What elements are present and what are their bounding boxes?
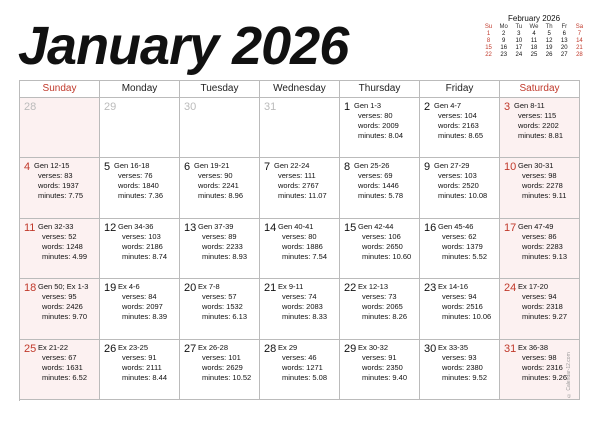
reading-reference: Gen 30-31 <box>518 161 554 171</box>
reading-reference: Ex 9-11 <box>278 282 304 292</box>
day-number: 6 <box>184 161 191 174</box>
mini-weekday: Fr <box>561 24 568 30</box>
day-number: 8 <box>344 161 351 174</box>
month-calendar <box>19 80 580 401</box>
reading-minutes: minutes: 8.96 <box>198 191 244 201</box>
mini-day: 28 <box>576 52 583 58</box>
reading-minutes: minutes: 8.26 <box>362 312 408 322</box>
mini-day: 18 <box>530 45 538 51</box>
reading-reference: Ex 33-35 <box>438 342 469 352</box>
day-number: 28 <box>24 101 37 113</box>
page-title: January 2026 <box>18 16 349 76</box>
reading-reference: Gen 25-26 <box>354 161 390 171</box>
reading-minutes: minutes: 7.75 <box>38 191 84 201</box>
reading-minutes: minutes: 7.54 <box>282 251 328 261</box>
mini-day: 22 <box>485 52 492 58</box>
weekday-monday: Monday <box>100 81 180 98</box>
mini-day: 5 <box>547 31 551 37</box>
mini-calendar-february <box>481 14 587 59</box>
mini-day: 1 <box>486 31 491 37</box>
day-cell[interactable] <box>260 340 340 400</box>
reading-reference: Gen 32-33 <box>38 221 74 231</box>
mini-weekday: Th <box>545 24 553 30</box>
mini-weekday: Sa <box>575 24 584 30</box>
reading-reference: Gen 16-18 <box>114 161 150 171</box>
word-count: words: 2097 <box>122 302 163 312</box>
day-cell[interactable] <box>500 219 580 279</box>
weekday-tuesday: Tuesday <box>180 81 260 98</box>
reading-reference: Ex 23-25 <box>118 342 149 352</box>
day-cell[interactable] <box>20 158 100 218</box>
reading-minutes: minutes: 5.78 <box>358 191 404 201</box>
reading-reference: Gen 8-11 <box>514 101 545 110</box>
word-count: words: 2350 <box>362 362 403 372</box>
reading-minutes: minutes: 5.52 <box>442 251 488 261</box>
reading-reference: Ex 12-13 <box>358 282 389 292</box>
day-cell[interactable] <box>340 219 420 279</box>
verse-count: verses: 106 <box>362 231 401 241</box>
day-cell[interactable] <box>260 279 340 339</box>
word-count: words: 2318 <box>522 302 563 312</box>
day-number: 27 <box>184 342 197 355</box>
day-number: 31 <box>264 101 277 113</box>
verse-count: verses: 80 <box>282 231 317 241</box>
reading-minutes: minutes: 8.74 <box>122 251 168 261</box>
verse-count: verses: 89 <box>202 231 237 241</box>
mini-day: 12 <box>545 38 553 44</box>
word-count: words: 2426 <box>42 302 83 312</box>
reading-minutes: minutes: 11.07 <box>278 191 327 201</box>
day-cell[interactable] <box>100 219 180 279</box>
day-number: 29 <box>104 101 117 113</box>
reading-reference: Ex 7-8 <box>198 282 220 292</box>
day-cell[interactable] <box>420 219 500 279</box>
day-number: 14 <box>264 221 277 234</box>
word-count: words: 2163 <box>438 121 479 130</box>
day-number: 28 <box>264 342 277 355</box>
day-cell[interactable] <box>260 219 340 279</box>
word-count: words: 2241 <box>198 181 239 191</box>
verse-count: verses: 115 <box>518 111 557 120</box>
day-number: 5 <box>104 161 111 174</box>
day-number: 15 <box>344 221 357 234</box>
day-number: 2 <box>424 101 431 113</box>
verse-count: verses: 84 <box>122 292 157 302</box>
reading-minutes: minutes: 9.52 <box>442 372 488 382</box>
verse-count: verses: 83 <box>38 171 73 181</box>
verse-count: verses: 103 <box>438 171 477 181</box>
mini-day: 14 <box>576 38 583 44</box>
mini-day: 15 <box>485 45 492 51</box>
day-number: 11 <box>24 221 36 234</box>
day-cell[interactable] <box>420 98 500 158</box>
reading-reference: Ex 36-38 <box>518 342 549 352</box>
verse-count: verses: 111 <box>278 171 316 181</box>
day-number: 4 <box>24 161 31 174</box>
word-count: words: 2233 <box>202 241 243 251</box>
mini-day: 16 <box>500 45 508 51</box>
verse-count: verses: 76 <box>118 171 153 181</box>
day-cell[interactable] <box>260 98 340 158</box>
reading-minutes: minutes: 8.93 <box>202 251 248 261</box>
reading-minutes: minutes: 10.08 <box>438 191 488 201</box>
day-cell[interactable] <box>340 158 420 218</box>
mini-day: 9 <box>502 38 506 44</box>
watermark: © Calendar-12.com <box>566 352 572 398</box>
day-number: 18 <box>24 282 37 295</box>
reading-reference: Gen 1-3 <box>354 101 382 110</box>
word-count: words: 2629 <box>202 362 243 372</box>
verse-count: verses: 91 <box>362 352 397 362</box>
reading-reference: Gen 50; Ex 1-3 <box>38 282 89 292</box>
mini-day: 25 <box>530 52 538 58</box>
mini-day: 27 <box>560 52 568 58</box>
reading-minutes: minutes: 8.33 <box>282 312 328 322</box>
reading-minutes: minutes: 10.06 <box>442 312 492 322</box>
reading-minutes: minutes: 9.26 <box>522 372 568 382</box>
day-grid <box>20 98 580 400</box>
day-number: 31 <box>504 342 517 355</box>
day-cell[interactable] <box>420 279 500 339</box>
mini-day: 3 <box>517 31 521 37</box>
day-number: 23 <box>424 282 437 295</box>
day-cell[interactable] <box>340 340 420 400</box>
day-number: 17 <box>504 221 517 234</box>
verse-count: verses: 86 <box>522 231 557 241</box>
day-number: 13 <box>184 221 197 234</box>
day-number: 22 <box>344 282 357 295</box>
verse-count: verses: 52 <box>42 231 77 241</box>
day-cell[interactable] <box>20 219 100 279</box>
mini-day: 23 <box>500 52 508 58</box>
word-count: words: 2202 <box>518 121 559 130</box>
day-number: 24 <box>504 282 517 295</box>
reading-reference: Gen 45-46 <box>438 221 474 231</box>
reading-minutes: minutes: 9.40 <box>362 372 408 382</box>
mini-calendar-grid <box>481 24 587 59</box>
reading-reference: Gen 12-15 <box>34 161 70 171</box>
mini-weekday: We <box>529 24 539 30</box>
day-cell[interactable] <box>100 340 180 400</box>
mini-day: 21 <box>576 45 583 51</box>
reading-minutes: minutes: 8.65 <box>438 131 484 140</box>
day-number: 3 <box>504 101 511 113</box>
mini-day: 10 <box>515 38 523 44</box>
weekday-saturday: Saturday <box>500 81 580 98</box>
mini-calendar-title: February 2026 <box>507 14 561 23</box>
day-cell[interactable] <box>500 158 580 218</box>
day-number: 12 <box>104 221 117 234</box>
mini-weekday: Tu <box>515 24 523 30</box>
word-count: words: 2767 <box>278 181 319 191</box>
word-count: words: 1886 <box>282 241 323 251</box>
word-count: words: 1631 <box>42 362 83 372</box>
reading-reference: Gen 27-29 <box>434 161 470 171</box>
day-cell[interactable] <box>260 158 340 218</box>
reading-reference: Gen 34-36 <box>118 221 154 231</box>
word-count: words: 1271 <box>282 362 323 372</box>
day-number: 30 <box>184 101 197 113</box>
reading-minutes: minutes: 9.13 <box>522 251 568 261</box>
day-cell[interactable] <box>20 279 100 339</box>
verse-count: verses: 98 <box>522 352 557 362</box>
verse-count: verses: 57 <box>202 292 237 302</box>
word-count: words: 2650 <box>362 241 403 251</box>
word-count: words: 1446 <box>358 181 399 191</box>
day-cell[interactable] <box>180 340 260 400</box>
word-count: words: 1532 <box>202 302 243 312</box>
mini-day: 19 <box>545 45 553 51</box>
day-cell[interactable] <box>420 340 500 400</box>
word-count: words: 2186 <box>122 241 163 251</box>
day-number: 7 <box>264 161 271 174</box>
word-count: words: 2316 <box>522 362 563 372</box>
day-cell[interactable] <box>420 158 500 218</box>
reading-reference: Gen 42-44 <box>358 221 394 231</box>
reading-minutes: minutes: 4.99 <box>42 251 88 261</box>
verse-count: verses: 73 <box>362 292 397 302</box>
reading-reference: Gen 47-49 <box>518 221 554 231</box>
day-cell[interactable] <box>340 279 420 339</box>
word-count: words: 1248 <box>42 241 83 251</box>
word-count: words: 2283 <box>522 241 563 251</box>
weekday-thursday: Thursday <box>340 81 420 98</box>
mini-day: 20 <box>560 45 568 51</box>
weekday-sunday: Sunday <box>20 81 100 98</box>
mini-day: 11 <box>530 38 538 44</box>
verse-count: verses: 98 <box>522 171 557 181</box>
day-number: 1 <box>344 101 351 113</box>
reading-reference: Gen 22-24 <box>274 161 310 171</box>
word-count: words: 2278 <box>522 181 563 191</box>
verse-count: verses: 95 <box>42 292 77 302</box>
verse-count: verses: 103 <box>122 231 161 241</box>
word-count: words: 1379 <box>442 241 483 251</box>
day-number: 10 <box>504 161 517 174</box>
reading-minutes: minutes: 8.81 <box>518 131 564 140</box>
reading-reference: Gen 4-7 <box>434 101 462 110</box>
day-cell[interactable] <box>180 279 260 339</box>
word-count: words: 1937 <box>38 181 79 191</box>
day-cell[interactable] <box>20 98 100 158</box>
day-number: 21 <box>264 282 277 295</box>
weekday-header <box>20 81 580 98</box>
mini-day: 6 <box>562 31 566 37</box>
day-number: 19 <box>104 282 117 295</box>
mini-weekday: Su <box>484 24 493 30</box>
mini-day: 13 <box>560 38 568 44</box>
reading-minutes: minutes: 8.44 <box>122 372 168 382</box>
reading-reference: Gen 37-39 <box>198 221 234 231</box>
mini-day: 2 <box>502 31 506 37</box>
reading-reference: Ex 30-32 <box>358 342 389 352</box>
mini-day: 17 <box>515 45 523 51</box>
day-number: 9 <box>424 161 431 174</box>
reading-minutes: minutes: 10.52 <box>202 372 252 382</box>
day-cell[interactable] <box>180 98 260 158</box>
reading-reference: Gen 40-41 <box>278 221 314 231</box>
day-cell[interactable] <box>100 98 180 158</box>
mini-day: 8 <box>486 38 491 44</box>
reading-reference: Ex 21-22 <box>38 342 69 352</box>
mini-day: 24 <box>515 52 523 58</box>
mini-day: 26 <box>545 52 553 58</box>
day-cell[interactable] <box>500 279 580 339</box>
day-cell[interactable] <box>340 98 420 158</box>
word-count: words: 2520 <box>438 181 479 191</box>
reading-reference: Gen 19-21 <box>194 161 230 171</box>
reading-reference: Ex 29 <box>278 342 298 352</box>
weekday-wednesday: Wednesday <box>260 81 340 98</box>
verse-count: verses: 80 <box>358 111 393 120</box>
verse-count: verses: 91 <box>122 352 157 362</box>
mini-weekday: Mo <box>499 24 508 30</box>
day-cell[interactable] <box>180 219 260 279</box>
reading-minutes: minutes: 8.39 <box>122 312 168 322</box>
reading-minutes: minutes: 7.36 <box>118 191 164 201</box>
word-count: words: 2516 <box>442 302 483 312</box>
reading-minutes: minutes: 8.04 <box>358 131 404 140</box>
verse-count: verses: 67 <box>42 352 77 362</box>
mini-day: 4 <box>532 31 536 37</box>
verse-count: verses: 101 <box>202 352 241 362</box>
reading-minutes: minutes: 9.11 <box>522 191 567 201</box>
reading-minutes: minutes: 5.08 <box>282 372 328 382</box>
mini-day: 7 <box>577 31 582 37</box>
verse-count: verses: 104 <box>438 111 477 120</box>
verse-count: verses: 62 <box>442 231 477 241</box>
verse-count: verses: 74 <box>282 292 317 302</box>
day-number: 29 <box>344 342 357 355</box>
day-number: 16 <box>424 221 437 234</box>
day-number: 20 <box>184 282 197 295</box>
reading-minutes: minutes: 10.60 <box>362 251 412 261</box>
word-count: words: 2083 <box>282 302 323 312</box>
day-cell[interactable] <box>100 158 180 218</box>
day-cell[interactable] <box>100 279 180 339</box>
word-count: words: 2065 <box>362 302 403 312</box>
verse-count: verses: 94 <box>442 292 477 302</box>
reading-reference: Ex 4-6 <box>118 282 140 292</box>
day-number: 26 <box>104 342 117 355</box>
reading-minutes: minutes: 9.70 <box>42 312 88 322</box>
weekday-friday: Friday <box>420 81 500 98</box>
verse-count: verses: 69 <box>358 171 393 181</box>
verse-count: verses: 93 <box>442 352 477 362</box>
day-cell[interactable] <box>180 158 260 218</box>
day-cell[interactable] <box>20 340 100 400</box>
word-count: words: 2009 <box>358 121 399 130</box>
reading-reference: Ex 14-16 <box>438 282 469 292</box>
reading-minutes: minutes: 6.13 <box>202 312 248 322</box>
day-number: 30 <box>424 342 437 355</box>
reading-reference: Ex 26-28 <box>198 342 229 352</box>
day-number: 25 <box>24 342 37 355</box>
reading-minutes: minutes: 6.52 <box>42 372 88 382</box>
word-count: words: 2380 <box>442 362 483 372</box>
reading-minutes: minutes: 9.27 <box>522 312 568 322</box>
day-cell[interactable] <box>500 98 580 158</box>
word-count: words: 1840 <box>118 181 159 191</box>
word-count: words: 2111 <box>122 362 162 372</box>
verse-count: verses: 94 <box>522 292 557 302</box>
verse-count: verses: 90 <box>198 171 233 181</box>
reading-reference: Ex 17-20 <box>518 282 549 292</box>
verse-count: verses: 46 <box>282 352 317 362</box>
